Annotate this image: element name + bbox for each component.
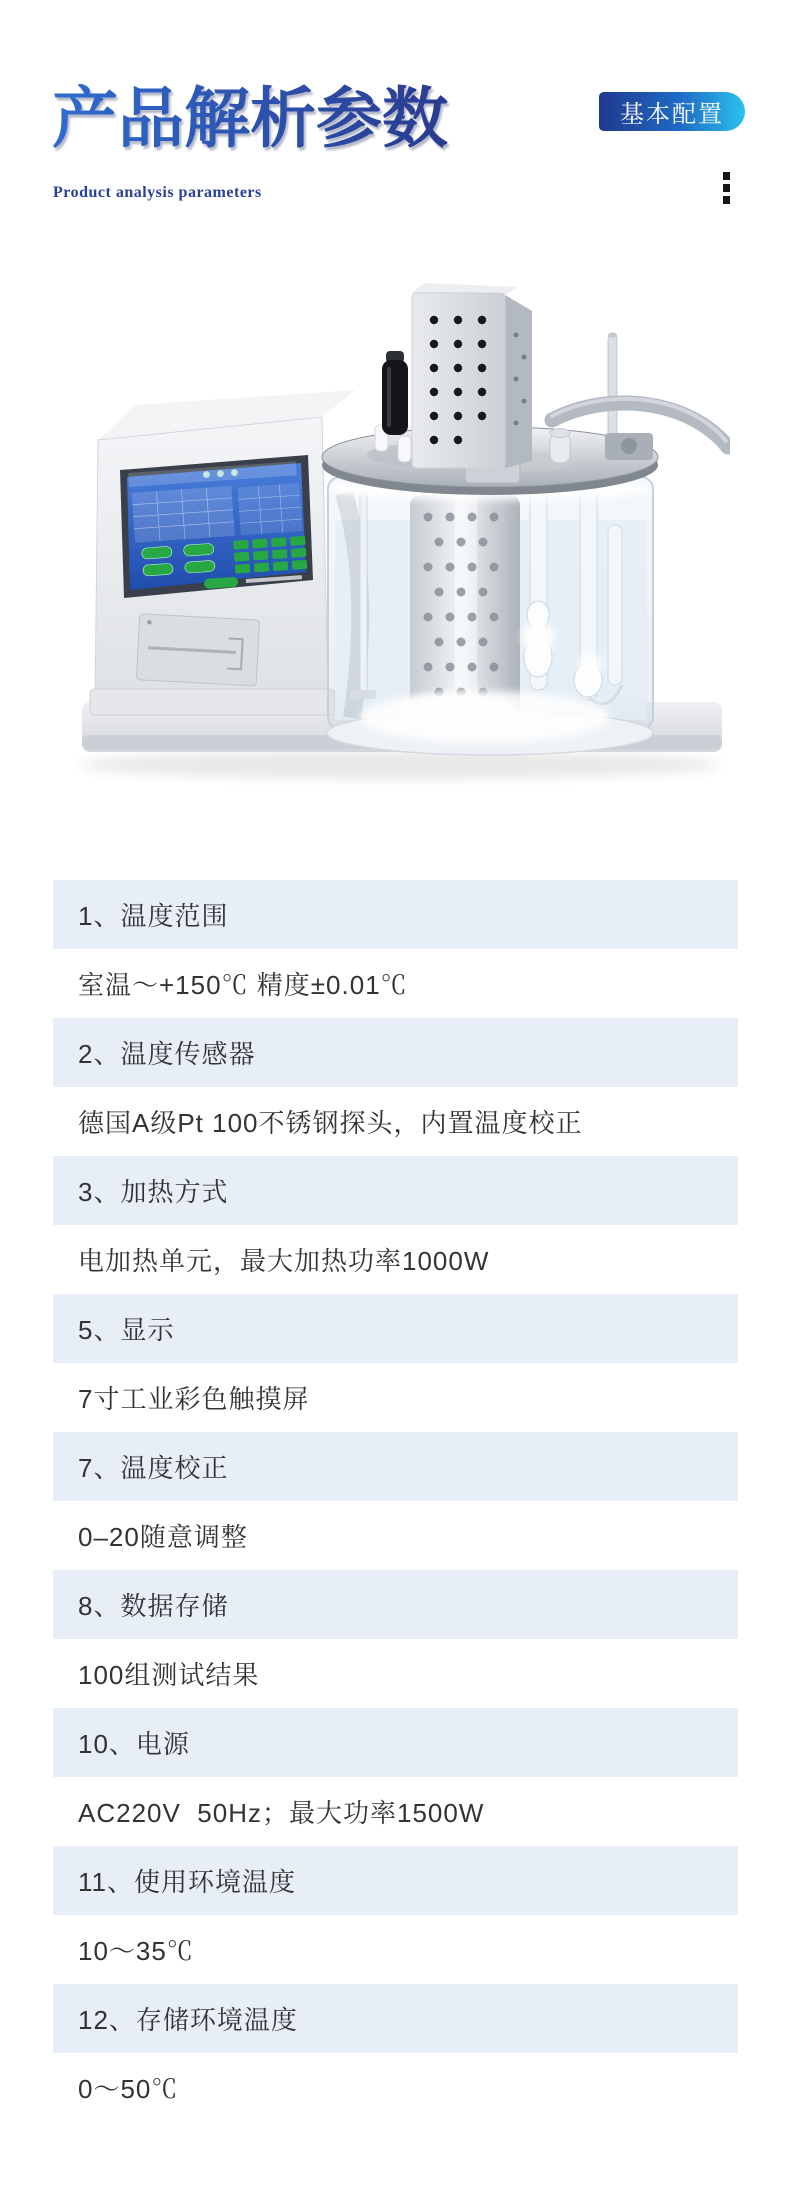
spec-value-row bbox=[53, 1087, 738, 1156]
stirrer-motor bbox=[382, 351, 408, 435]
product-shadow bbox=[80, 751, 720, 779]
spec-value-row bbox=[53, 1915, 738, 1984]
spec-label-row bbox=[53, 1018, 738, 1087]
spec-value-row bbox=[53, 1225, 738, 1294]
spec-label-row bbox=[53, 1294, 738, 1363]
spec-label: 7、温度校正 bbox=[78, 1453, 229, 1483]
viscosity-tester-illustration bbox=[60, 265, 730, 785]
spec-value: 德国A级Pt 100不锈钢探头，内置温度校正 bbox=[78, 1108, 583, 1138]
spec-value: AC220V 50Hz；最大功率1500W bbox=[78, 1798, 485, 1828]
ellipsis-dash bbox=[723, 172, 730, 180]
hose-clamp bbox=[605, 433, 653, 460]
spec-label-row bbox=[53, 1846, 738, 1915]
printer-slot bbox=[136, 614, 259, 686]
spec-value-row bbox=[53, 1363, 738, 1432]
touchscreen bbox=[120, 455, 313, 598]
basic-config-badge: 基本配置 bbox=[599, 92, 745, 131]
spec-value-row bbox=[53, 1639, 738, 1708]
spec-label: 12、存储环境温度 bbox=[78, 2005, 298, 2035]
spec-label-row bbox=[53, 880, 738, 949]
product-photo bbox=[60, 265, 730, 785]
spec-value-row bbox=[53, 1777, 738, 1846]
spec-label-row bbox=[53, 1432, 738, 1501]
spec-value-row bbox=[53, 949, 738, 1018]
control-unit bbox=[90, 390, 355, 715]
spec-value: 电加热单元，最大加热功率1000W bbox=[78, 1246, 490, 1276]
spec-value: 0～50℃ bbox=[78, 2074, 179, 2104]
spec-label: 10、电源 bbox=[78, 1729, 190, 1759]
spec-label-row bbox=[53, 1156, 738, 1225]
spec-value: 7寸工业彩色触摸屏 bbox=[78, 1384, 310, 1414]
spec-value-row bbox=[53, 1501, 738, 1570]
page-title: 产品解析参数 bbox=[52, 83, 448, 156]
spec-label: 2、温度传感器 bbox=[78, 1039, 256, 1069]
spec-label-row bbox=[53, 1570, 738, 1639]
spec-label: 8、数据存储 bbox=[78, 1591, 229, 1621]
spec-value: 室温～+150℃ 精度±0.01℃ bbox=[78, 970, 408, 1000]
spec-label: 5、显示 bbox=[78, 1315, 175, 1345]
spec-label: 3、加热方式 bbox=[78, 1177, 229, 1207]
spec-value: 10～35℃ bbox=[78, 1936, 194, 1966]
ellipsis-dash bbox=[723, 184, 730, 192]
spec-value: 0–20随意调整 bbox=[78, 1522, 248, 1552]
ellipsis-decoration bbox=[723, 172, 730, 204]
ellipsis-dash bbox=[723, 196, 730, 204]
spec-table bbox=[53, 880, 738, 2122]
page-subtitle: Product analysis parameters bbox=[53, 184, 262, 201]
glass-bath bbox=[327, 477, 653, 755]
vent-tower bbox=[412, 283, 532, 468]
spec-value-row bbox=[53, 2053, 738, 2122]
spec-label: 1、温度范围 bbox=[78, 901, 229, 931]
spec-label: 11、使用环境温度 bbox=[78, 1867, 296, 1897]
spec-label-row bbox=[53, 1708, 738, 1777]
spec-label-row bbox=[53, 1984, 738, 2053]
spec-value: 100组测试结果 bbox=[78, 1660, 260, 1690]
